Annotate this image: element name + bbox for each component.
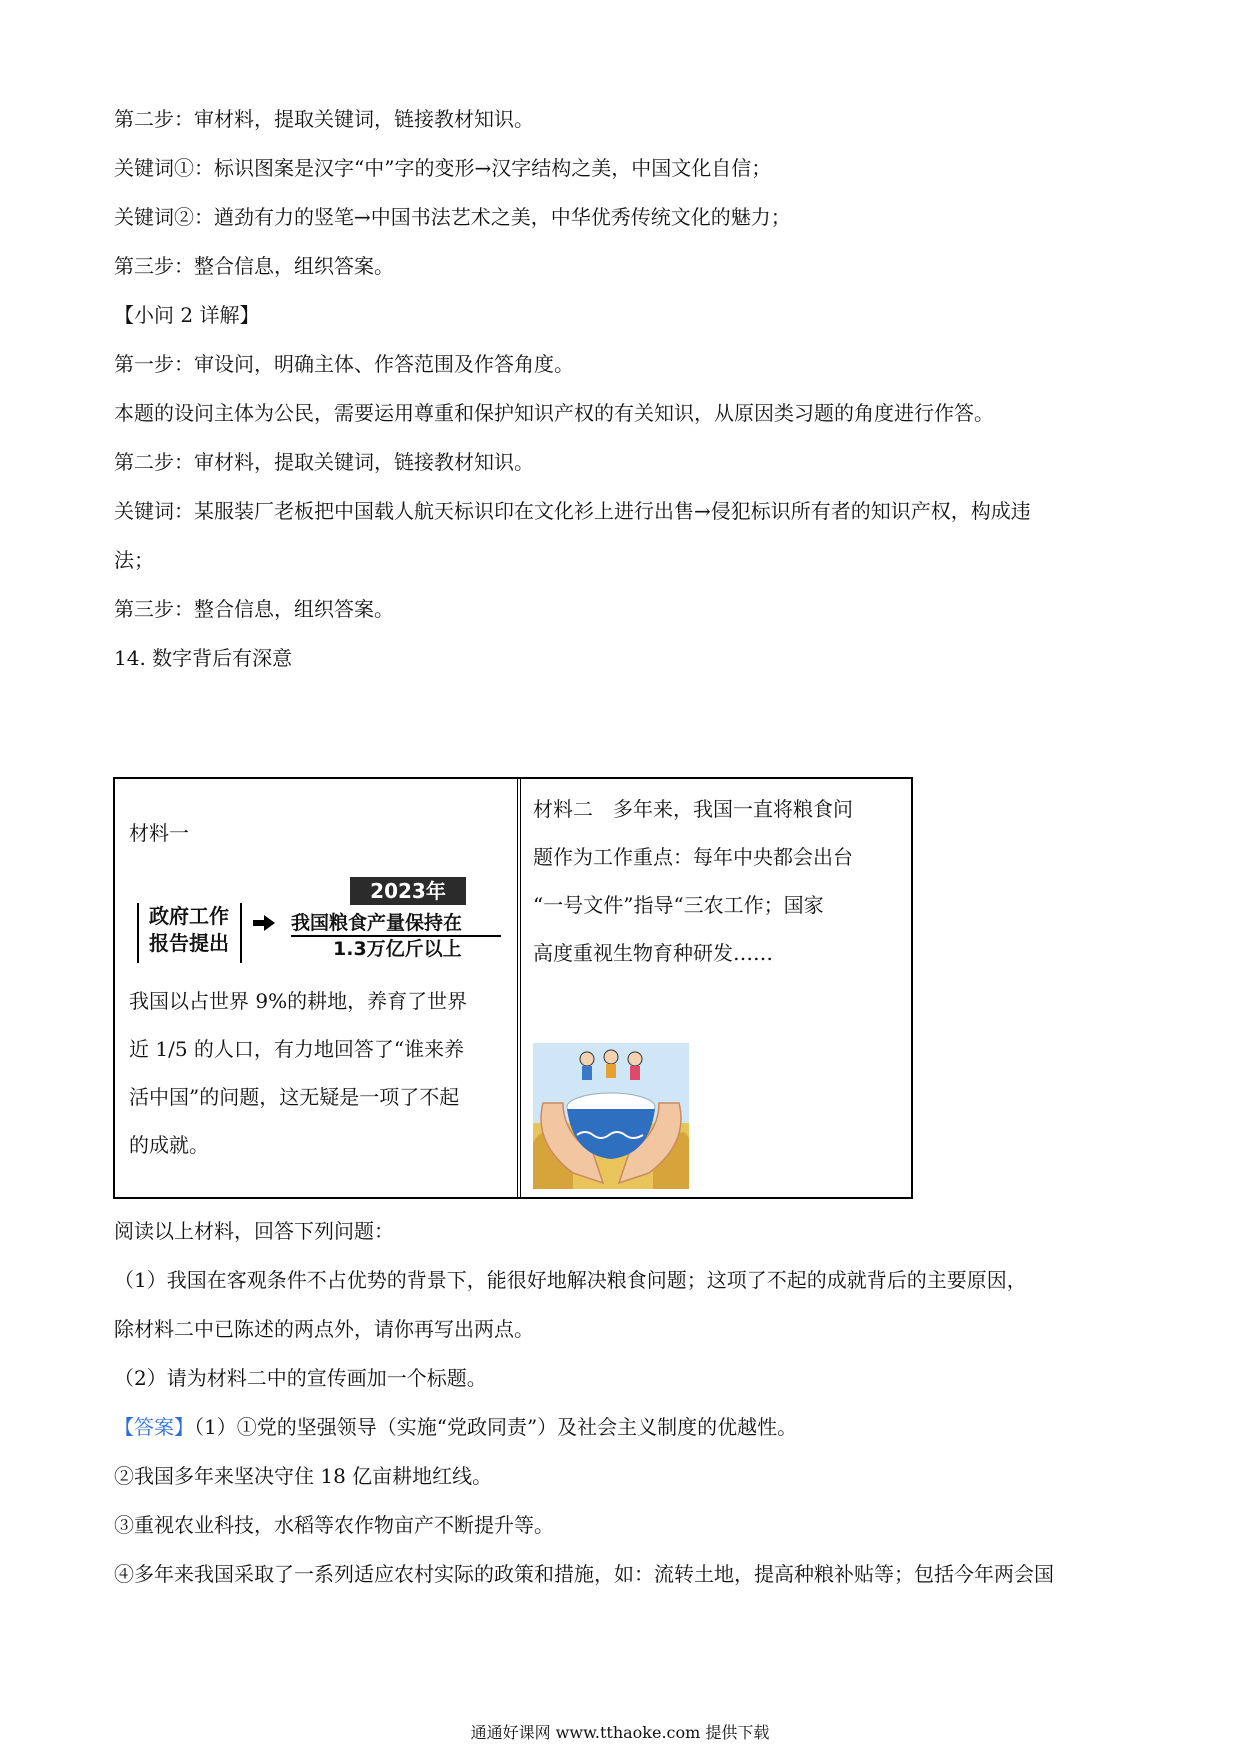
page-footer: 通通好课网 www.tthaoke.com 提供下载: [470, 1723, 770, 1742]
material2-cell: [521, 779, 911, 1197]
text-line: 第二步：审材料，提取关键词，链接教材知识。: [114, 450, 534, 474]
year-badge: 2023年: [350, 877, 466, 905]
question-1-line: 除材料二中已陈述的两点外，请你再写出两点。: [114, 1317, 534, 1341]
figure-right-bar: [240, 903, 242, 963]
material2-text-line: 高度重视生物育种研发……: [533, 941, 773, 965]
figure-subline: 1.3万亿斤以上: [333, 938, 462, 960]
material1-label: 材料一: [129, 821, 189, 845]
material2-text-line: 题作为工作重点：每年中央都会出台: [533, 845, 853, 869]
text-line: 第三步：整合信息，组织答案。: [114, 254, 394, 278]
arrow-right-icon: [253, 915, 275, 931]
source-label: 政府工作 报告提出: [149, 904, 229, 955]
material1-text-line: 的成就。: [129, 1133, 209, 1157]
question-intro: 阅读以上材料，回答下列问题：: [114, 1219, 394, 1243]
question-2: （2）请为材料二中的宣传画加一个标题。: [114, 1366, 487, 1390]
answer-line: ③重视农业科技，水稻等农作物亩产不断提升等。: [114, 1513, 554, 1537]
text-line: 本题的设问主体为公民，需要运用尊重和保护知识产权的有关知识，从原因类习题的角度进行作答。: [114, 401, 994, 425]
material2-text-line: “一号文件”指导“三农工作；国家: [533, 893, 824, 917]
answer-tag: 【答案】: [114, 1415, 194, 1439]
section-heading: 【小问 2 详解】: [114, 303, 260, 327]
text-line: 第二步：审材料，提取关键词，链接教材知识。: [114, 107, 534, 131]
text-line: 法；: [114, 548, 154, 572]
material1-text-line: 近 1/5 的人口，有力地回答了“谁来养: [129, 1037, 465, 1061]
answer-line: [114, 1413, 797, 1441]
material1-text-line: 活中国”的问题，这无疑是一项了不起: [129, 1085, 460, 1109]
answer-line: ④多年来我国采取了一系列适应农村实际的政策和措施，如：流转土地，提高种粮补贴等；包括今年两会国: [114, 1562, 1054, 1586]
answer-line: ②我国多年来坚决守住 18 亿亩耕地红线。: [114, 1464, 493, 1488]
material1-text-line: 我国以占世界 9%的耕地，养育了世界: [129, 989, 468, 1013]
text-line: 关键词②：遒劲有力的竖笔→中国书法艺术之美，中华优秀传统文化的魅力；: [114, 205, 791, 229]
figure-headline: 我国粮食产量保持在: [291, 912, 463, 934]
text-line: 关键词：某服装厂老板把中国载人航天标识印在文化衫上进行出售→侵犯标识所有者的知识产权，构成违: [114, 499, 1031, 523]
materials-table: [113, 777, 913, 1199]
rice-bowl-poster-image: [533, 1043, 689, 1189]
material2-text-line: 材料二 多年来，我国一直将粮食问: [533, 797, 853, 821]
text-line: 关键词①：标识图案是汉字“中”字的变形→汉字结构之美，中国文化自信；: [114, 156, 772, 180]
text-line: 第三步：整合信息，组织答案。: [114, 597, 394, 621]
grain-output-figure: [133, 877, 493, 967]
question-1-line: （1）我国在客观条件不占优势的背景下，能很好地解决粮食问题；这项了不起的成就背后的主要原因，: [114, 1268, 1027, 1292]
text-line: 第一步：审设问，明确主体、作答范围及作答角度。: [114, 352, 574, 376]
answer-text: （1）①党的坚强领导（实施“党政同责”）及社会主义制度的优越性。: [194, 1415, 798, 1439]
figure-left-bar: [137, 903, 139, 963]
question-title: 14. 数字背后有深意: [114, 646, 293, 670]
